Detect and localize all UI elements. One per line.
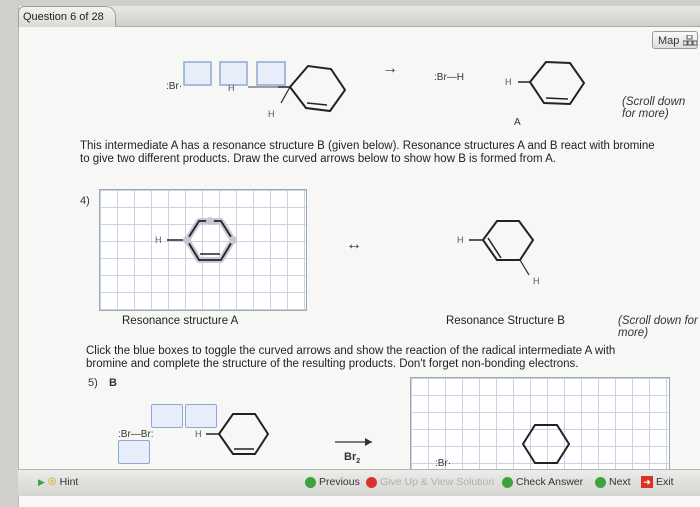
part-5-letter: B [109, 377, 117, 389]
hint-label: Hint [59, 476, 79, 488]
hint-button[interactable] [38, 474, 78, 490]
map-icon [683, 35, 697, 46]
h-label-part4-bottom: H [533, 276, 540, 286]
top-toolbar [110, 6, 700, 27]
product-br-radical: :Br· [435, 458, 452, 469]
h-label-part5: H [195, 429, 202, 439]
h-label-part4-right: H [457, 235, 464, 245]
hexagon-part5-right [523, 425, 569, 463]
part-5-number: 5) [88, 377, 98, 389]
label-resonance-b: Resonance Structure B [446, 315, 565, 327]
next-button[interactable] [595, 474, 631, 490]
label-resonance-a: Resonance structure A [122, 315, 239, 327]
h-label-part4-left: H [155, 235, 162, 245]
map-label: Map [658, 35, 680, 47]
exit-icon: ➜ [641, 476, 653, 488]
next-icon [595, 477, 606, 488]
previous-label: Previous [319, 476, 360, 488]
exit-label: Exit [656, 476, 674, 488]
label-a-top: A [514, 117, 521, 128]
previous-icon [305, 477, 316, 488]
next-label: Next [609, 476, 631, 488]
exit-button[interactable] [641, 474, 674, 490]
play-arrow-icon: ▶ [38, 477, 45, 487]
instructions-text: Click the blue boxes to toggle the curved arrows and show the reaction of the radical intermediate A with bromine and complete the structure of the resulting products. Don't forget non-bonding electrons. [86, 345, 616, 370]
h-label-bottom: H [268, 109, 275, 119]
resonance-arrow: ↔ [346, 236, 362, 253]
hexagon-part5-left [219, 414, 268, 454]
toggle-box-1[interactable] [184, 62, 211, 85]
reaction-arrow: → [382, 60, 398, 77]
h-label-left: H [228, 83, 235, 93]
hbr-label: :Br—H [434, 72, 464, 83]
give-up-button[interactable] [366, 474, 494, 490]
intro-text: This intermediate A has a resonance structure B (given below). Resonance structures A and B react with bromine to give two different products. Draw the curved arrows below to show how B is formed from A. [80, 140, 655, 165]
br-br-label: :Br—Br: [118, 429, 154, 440]
check-answer-label: Check Answer [516, 476, 584, 488]
br-radical-label: :Br· [166, 81, 183, 92]
question-tab[interactable]: Question 6 of 28 [18, 6, 116, 27]
part-4-number: 4) [80, 195, 90, 207]
h-label-right: H [505, 77, 512, 87]
check-answer-button[interactable] [502, 474, 583, 490]
check-answer-icon [502, 477, 513, 488]
toggle-box-3[interactable] [257, 62, 285, 85]
lightbulb-icon: ◎ [47, 476, 57, 487]
give-up-icon [366, 477, 377, 488]
cyclohexene-ring-right [530, 62, 584, 104]
part-5-scheme [115, 400, 675, 470]
give-up-label: Give Up & View Solution [380, 476, 495, 488]
map-button[interactable] [652, 31, 698, 49]
previous-button[interactable] [305, 474, 360, 490]
scroll-note-top: (Scroll down for more) [622, 96, 686, 120]
scroll-note-part4: (Scroll down for more) [618, 315, 698, 339]
reagent-br2: $Br_2$ [344, 451, 361, 465]
toggle-box-2[interactable] [220, 62, 247, 85]
top-reaction-scheme [150, 55, 620, 130]
resonance-scheme [99, 189, 659, 309]
